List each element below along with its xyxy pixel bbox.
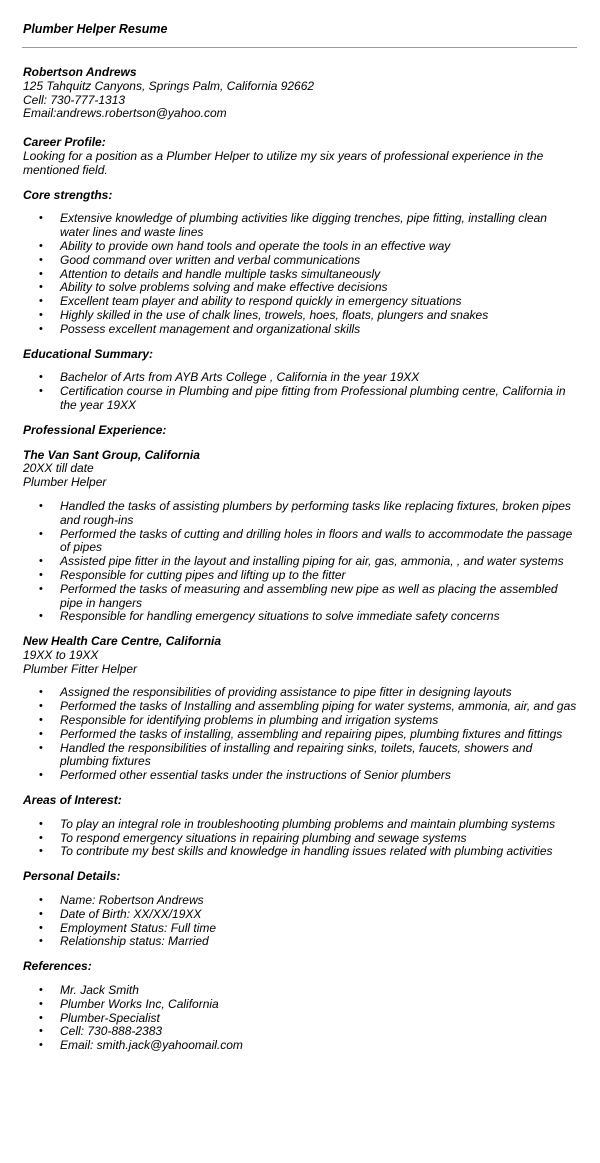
- job-company: The Van Sant Group, California: [23, 447, 200, 462]
- contact-name: Robertson Andrews: [23, 65, 137, 79]
- education-section: [23, 348, 579, 413]
- personal-details-list: [23, 894, 579, 949]
- list-item: • Attention to details and handle multiple tasks simultaneously: [23, 268, 579, 282]
- personal-details-section: [23, 870, 579, 949]
- references-heading: References:: [23, 959, 92, 974]
- list-item: • Date of Birth: XX/XX/19XX: [23, 908, 579, 922]
- list-item: • Bachelor of Arts from AYB Arts College , California in the year 19XX: [23, 371, 579, 385]
- list-item: • Performed the tasks of cutting and drilling holes in floors and walls to accommodate the passage of pipes: [23, 528, 579, 556]
- list-item: • Performed the tasks of Installing and assembling piping for water systems, ammonia, air, and gas: [23, 700, 579, 714]
- list-item: • Assisted pipe fitter in the layout and installing piping for air, gas, ammonia, , and water systems: [23, 555, 579, 569]
- core-strengths-list: [23, 212, 579, 336]
- list-item: • Employment Status: Full time: [23, 922, 579, 936]
- page-title: Plumber Helper Resume: [23, 22, 168, 36]
- list-item: • Good command over written and verbal communications: [23, 254, 579, 268]
- experience-heading: Professional Experience:: [23, 422, 167, 437]
- references-list: [23, 984, 579, 1053]
- list-item: • Highly skilled in the use of chalk lines, trowels, hoes, floats, plungers and snakes: [23, 309, 579, 323]
- list-item: • Performed the tasks of installing, assembling and repairing pipes, plumbing fixtures and fittings: [23, 728, 579, 742]
- job-role: Plumber Helper: [23, 475, 107, 490]
- list-item: • Performed other essential tasks under the instructions of Senior plumbers: [23, 769, 579, 783]
- career-profile-text: Looking for a position as a Plumber Helper to utilize my six years of professional experience in the mentioned field.: [23, 148, 544, 177]
- list-item: • Responsible for cutting pipes and lifting up to the fitter: [23, 569, 579, 583]
- list-item: • Email: smith.jack@yahoomail.com: [23, 1039, 579, 1053]
- list-item: • Name: Robertson Andrews: [23, 894, 579, 908]
- job-duties-list: [23, 686, 579, 783]
- list-item: • Handled the tasks of assisting plumbers by performing tasks like replacing fixtures, broken pipes and rough-ins: [23, 500, 579, 528]
- list-item: • Handled the responsibilities of installing and repairing sinks, toilets, faucets, showers and plumbing fixtures: [23, 742, 579, 770]
- contact-email: Email:andrews.robertson@yahoo.com: [23, 106, 227, 121]
- career-profile-heading: Career Profile:: [23, 135, 106, 150]
- contact-address: 125 Tahquitz Canyons, Springs Palm, California 92662: [23, 78, 315, 93]
- title-divider: [22, 47, 577, 48]
- list-item: • Plumber-Specialist: [23, 1012, 579, 1026]
- list-item: • Performed the tasks of measuring and assembling new pipe as well as placing the assembled pipe in hangers: [23, 583, 579, 611]
- experience-section: [23, 424, 579, 783]
- job-company: New Health Care Centre, California: [23, 634, 222, 649]
- list-item: • Certification course in Plumbing and pipe fitting from Professional plumbing centre, California in the year 19XX: [23, 385, 579, 413]
- interests-heading: Areas of Interest:: [23, 793, 122, 808]
- interests-section: [23, 794, 579, 859]
- job-duties-list: [23, 500, 579, 624]
- job-period: 20XX till date: [23, 461, 94, 476]
- job-period: 19XX to 19XX: [23, 647, 99, 662]
- list-item: • Plumber Works Inc, California: [23, 998, 579, 1012]
- contact-cell: Cell: 730-777-1313: [23, 92, 126, 107]
- job-entry: [23, 449, 579, 625]
- core-strengths-section: [23, 189, 579, 337]
- list-item: • Cell: 730-888-2383: [23, 1025, 579, 1039]
- list-item: • Responsible for identifying problems in plumbing and irrigation systems: [23, 714, 579, 728]
- list-item: • Mr. Jack Smith: [23, 984, 579, 998]
- education-list: [23, 371, 579, 412]
- job-entry: [23, 635, 579, 783]
- list-item: • To respond emergency situations in repairing plumbing and sewage systems: [23, 832, 579, 846]
- list-item: • Ability to provide own hand tools and operate the tools in an effective way: [23, 240, 579, 254]
- list-item: • Possess excellent management and organizational skills: [23, 323, 579, 337]
- core-strengths-heading: Core strengths:: [23, 187, 113, 202]
- list-item: • To play an integral role in troubleshooting plumbing problems and maintain plumbing systems: [23, 818, 579, 832]
- personal-details-heading: Personal Details:: [23, 869, 121, 884]
- list-item: • Excellent team player and ability to respond quickly in emergency situations: [23, 295, 579, 309]
- career-profile-section: [23, 136, 579, 177]
- list-item: • Relationship status: Married: [23, 935, 579, 949]
- job-role: Plumber Fitter Helper: [23, 661, 138, 676]
- list-item: • Assigned the responsibilities of providing assistance to pipe fitter in designing layouts: [23, 686, 579, 700]
- resume-page: [23, 22, 579, 1053]
- education-heading: Educational Summary:: [23, 346, 154, 361]
- references-section: [23, 960, 579, 1053]
- interests-list: [23, 818, 579, 859]
- contact-block: [23, 66, 579, 121]
- list-item: • Ability to solve problems solving and make effective decisions: [23, 281, 579, 295]
- list-item: • Extensive knowledge of plumbing activities like digging trenches, pipe fitting, installing clean water lines and waste lines: [23, 212, 579, 240]
- list-item: • Responsible for handling emergency situations to solve immediate safety concerns: [23, 610, 579, 624]
- list-item: • To contribute my best skills and knowledge in handling issues related with plumbing activities: [23, 845, 579, 859]
